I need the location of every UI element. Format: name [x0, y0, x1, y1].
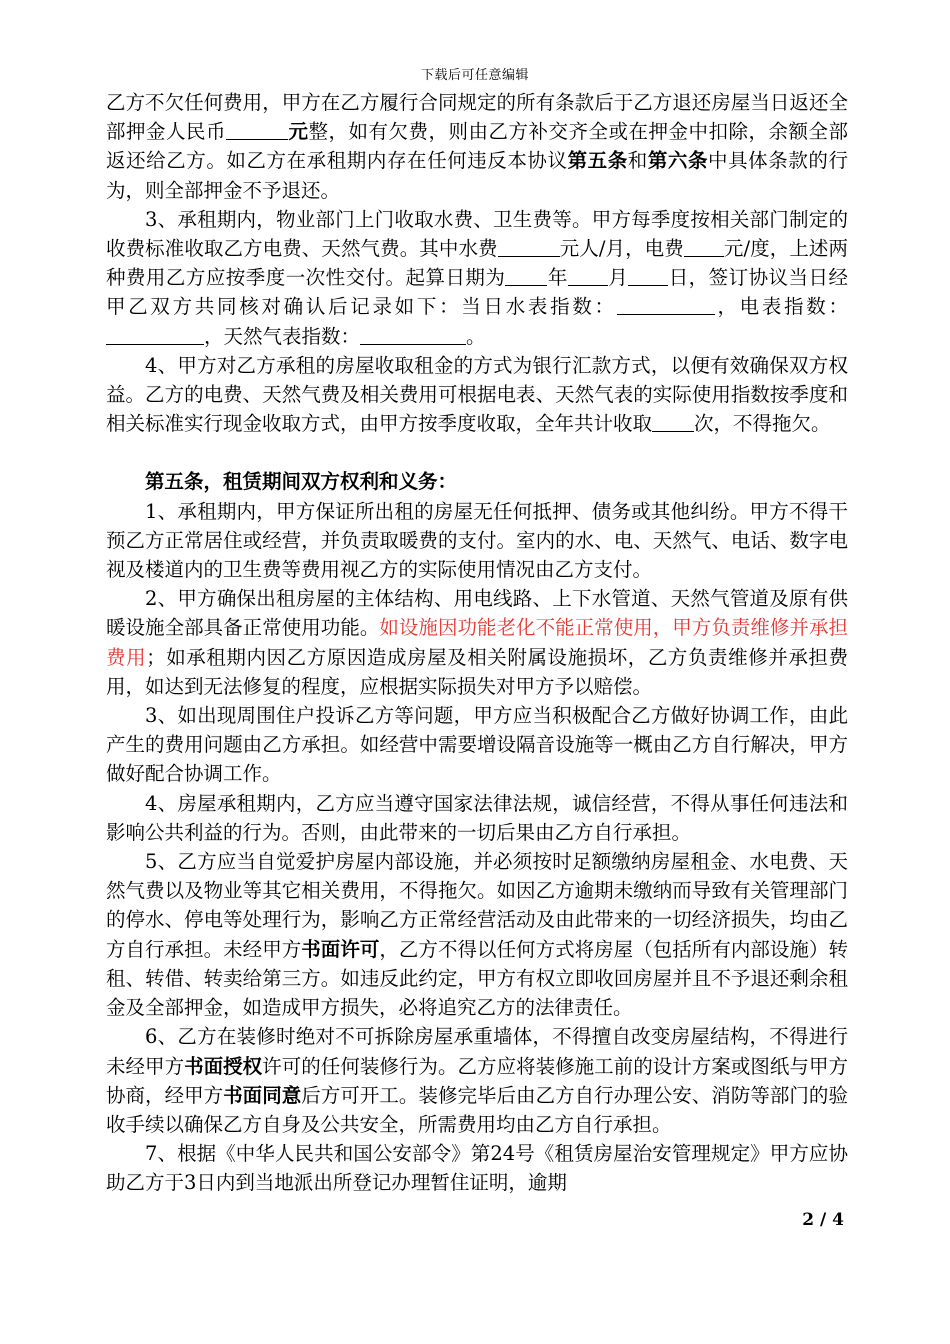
section-heading: 第五条，租赁期间双方权利和义务：	[145, 470, 458, 494]
blank-field	[628, 266, 668, 287]
paragraph-article5-item-7: 7、根据《中华人民共和国公安部令》第24号《租赁房屋治安管理规定》甲方应协助乙方于3日内到当地派出所登记办理暂住证明，逾期	[106, 1142, 848, 1195]
text-run: 年	[547, 266, 568, 290]
blank-field	[684, 237, 724, 258]
paragraph-article5-item-5	[106, 847, 848, 1022]
paragraph-article5-item-6	[106, 1022, 848, 1139]
text-run: 2、甲方确保出租房屋的主体结构、用电线路、上下水管道、天然气管道及原有供暖设施全部具备正常使用功能。	[106, 587, 848, 640]
text-run: 3、承租期内，物业部门上门收取水费、卫生费等。甲方每季度按相关部门制定的收费标准收取乙方电费、天然气费。其中水费	[106, 207, 848, 261]
document-body	[106, 88, 848, 1198]
blank-field	[617, 295, 715, 316]
text-run: 中具体条款的行为，则全部押金不予退还。	[106, 149, 848, 202]
text-run: 次，不得拖欠。	[694, 412, 831, 436]
text-run: ，乙方不得以任何方式将房屋（包括所有内部设施）转租、转借、转卖给第三方。如违反此约定，甲方有权立即收回房屋并且不予退还剩余租金及全部押金，如造成甲方损失，必将追究乙方的法律责任。	[106, 937, 848, 1020]
paragraph-deposit	[106, 88, 848, 205]
bold-text: 第六条	[647, 149, 709, 173]
text-run: ，电表指数：	[714, 295, 848, 319]
text-run: 6、乙方在装修时绝对不可拆除房屋承重墙体，不得擅自改变房屋结构，不得进行未经甲方	[106, 1025, 848, 1078]
blank-field	[360, 324, 466, 345]
blank-field	[498, 237, 560, 258]
blank-field	[226, 120, 288, 141]
bold-text: 元	[288, 120, 309, 144]
text-run: 整，如有欠费，则由乙方补交齐全或在押金中扣除，余额全部返还给乙方。如乙方在承租期内存在任何违反本协议	[106, 120, 848, 173]
text-run: 日，签订协议当日经甲乙双方共同核对确认后记录如下：当日水表指数：	[106, 266, 848, 319]
text-run: 乙方不欠任何费用，甲方在乙方履行合同规定的所有条款后于乙方退还房屋当日返还全部押金人民币	[106, 91, 848, 144]
text-run: 许可的任何装修行为。乙方应将装修施工前的设计方案或图纸与甲方协商，经甲方	[106, 1054, 848, 1107]
page-number: 2 / 4	[802, 1210, 844, 1230]
highlighted-text: 如设施因功能老化不能正常使用，甲方负责维修并承担费用	[106, 616, 848, 669]
bold-text: 第五条	[567, 149, 628, 173]
text-run: ，天然气表指数：	[204, 324, 361, 348]
text-run: 元/度，上述两种费用乙方应按季度一次性交付。起算日期为	[106, 237, 848, 290]
blank-field	[652, 412, 694, 433]
text-run: ；如承租期内因乙方原因造成房屋及相关附属设施损坏，乙方负责维修并承担费用，如达到无法修复的程度，应根据实际损失对甲方予以赔偿。	[106, 645, 848, 698]
bold-text: 书面授权	[184, 1054, 263, 1078]
text-run: 4、甲方对乙方承租的房屋收取租金的方式为银行汇款方式，以便有效确保双方权益。乙方的电费、天然气费及相关费用可根据电表、天然气表的实际使用指数按季度和相关标准实行现金收取方式，由甲方按季度收取，全年共计收取	[106, 353, 848, 436]
text-run: 和	[627, 149, 648, 173]
paragraph-article5-item-4: 4、房屋承租期内，乙方应当遵守国家法律法规，诚信经营，不得从事任何违法和影响公共利益的行为。否则，由此带来的一切后果由乙方自行承担。	[106, 791, 848, 844]
text-run: 元人/月，电费	[559, 237, 684, 261]
text-run: 后方可开工。装修完毕后由乙方自行办理公安、消防等部门的验收手续以确保乙方自身及公共安全，所需费用均由乙方自行承担。	[106, 1083, 848, 1136]
blank-field	[505, 266, 547, 287]
text-run: 5、乙方应当自觉爱护房屋内部设施，并必须按时足额缴纳房屋租金、水电费、天然气费以及物业等其它相关费用，不得拖欠。如因乙方逾期未缴纳而导致有关管理部门的停水、停电等处理行为，影响乙方正常经营活动及由此带来的一切经济损失，均由乙方自行承担。未经甲方	[106, 850, 848, 961]
text-run: 。	[466, 324, 486, 348]
bold-text: 书面许可	[301, 937, 380, 961]
blank-field	[568, 266, 608, 287]
paragraph-article5-item-3: 3、如出现周围住户投诉乙方等问题，甲方应当积极配合乙方做好协调工作，由此产生的费用问题由乙方承担。如经营中需要增设隔音设施等一概由乙方自行解决，甲方做好配合协调工作。	[106, 704, 848, 786]
bold-text: 书面同意	[223, 1083, 302, 1107]
paragraph-item-3-fees	[106, 205, 848, 351]
text-run: 月	[607, 266, 629, 290]
paragraph-article5-item-1: 1、承租期内，甲方保证所出租的房屋无任何抵押、债务或其他纠纷。甲方不得干预乙方正常居住或经营，并负责取暖费的支付。室内的水、电、天然气、电话、数字电视及楼道内的卫生费等费用视乙方的实际使用情况由乙方支付。	[106, 499, 848, 582]
paragraph-article5-item-2	[106, 584, 848, 701]
blank-field	[106, 324, 204, 345]
page-header: 下载后可任意编辑	[420, 68, 529, 83]
paragraph-item-4-payment	[106, 351, 848, 439]
